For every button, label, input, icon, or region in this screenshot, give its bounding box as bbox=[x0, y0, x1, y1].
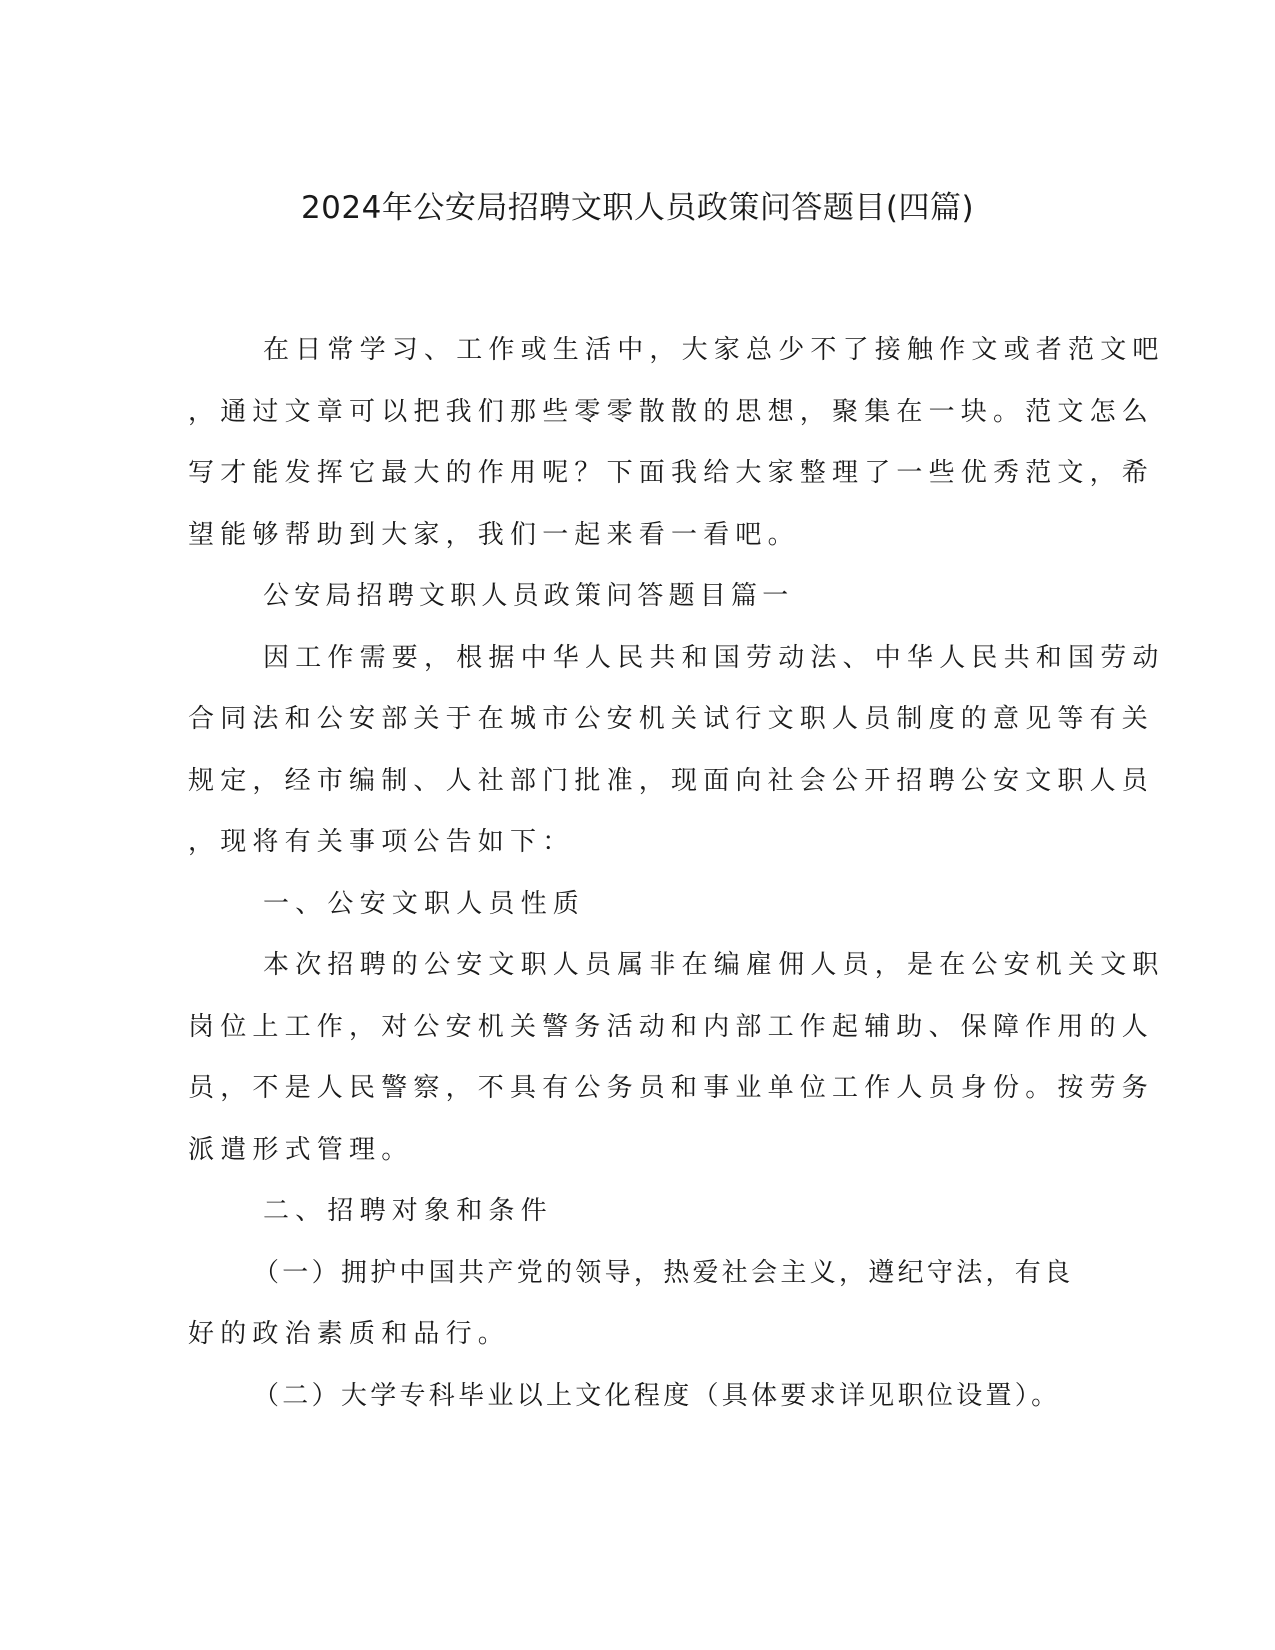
paragraph-nature-line-2: 岗位上工作，对公安机关警务活动和内部工作起辅助、保障作用的人 bbox=[188, 1011, 1155, 1042]
paragraph-intro-line-3: 写才能发挥它最大的作用呢？下面我给大家整理了一些优秀范文，希 bbox=[188, 458, 1155, 488]
paragraph-announcement-line-4: ，现将有关事项公告如下： bbox=[188, 827, 575, 857]
paragraph-announcement-line-2: 合同法和公安部关于在城市公安机关试行文职人员制度的意见等有关 bbox=[188, 704, 1155, 734]
heading-nature: 一、公安文职人员性质 bbox=[263, 888, 586, 919]
condition-two-line-1: （二）大学专科毕业以上文化程度（具体要求详见职位设置）。 bbox=[253, 1380, 1061, 1411]
paragraph-announcement-line-3: 规定，经市编制、人社部门批准，现面向社会公开招聘公安文职人员 bbox=[188, 765, 1155, 796]
paragraph-intro-line-1: 在日常学习、工作或生活中，大家总少不了接触作文或者范文吧 bbox=[263, 335, 1165, 365]
paragraph-announcement-line-1: 因工作需要，根据中华人民共和国劳动法、中华人民共和国劳动 bbox=[263, 642, 1165, 673]
document-title: 2024年公安局招聘文职人员政策问答题目(四篇) bbox=[300, 190, 975, 226]
paragraph-nature-line-4: 派遣形式管理。 bbox=[188, 1134, 414, 1165]
section-heading-part-one: 公安局招聘文职人员政策问答题目篇一 bbox=[263, 581, 794, 611]
paragraph-nature-line-3: 员，不是人民警察，不具有公务员和事业单位工作人员身份。按劳务 bbox=[188, 1073, 1155, 1103]
paragraph-intro-line-4: 望能够帮助到大家，我们一起来看一看吧。 bbox=[188, 519, 800, 550]
condition-one-line-2: 好的政治素质和品行。 bbox=[188, 1319, 511, 1349]
paragraph-nature-line-1: 本次招聘的公安文职人员属非在编雇佣人员，是在公安机关文职 bbox=[263, 950, 1165, 980]
paragraph-intro-line-2: ，通过文章可以把我们那些零零散散的思想，聚集在一块。范文怎么 bbox=[188, 396, 1155, 427]
document-body bbox=[188, 330, 1165, 1437]
condition-one-line-1: （一）拥护中国共产党的领导，热爱社会主义，遵纪守法，有良 bbox=[253, 1257, 1074, 1288]
heading-recruitment-conditions: 二、招聘对象和条件 bbox=[263, 1196, 553, 1226]
